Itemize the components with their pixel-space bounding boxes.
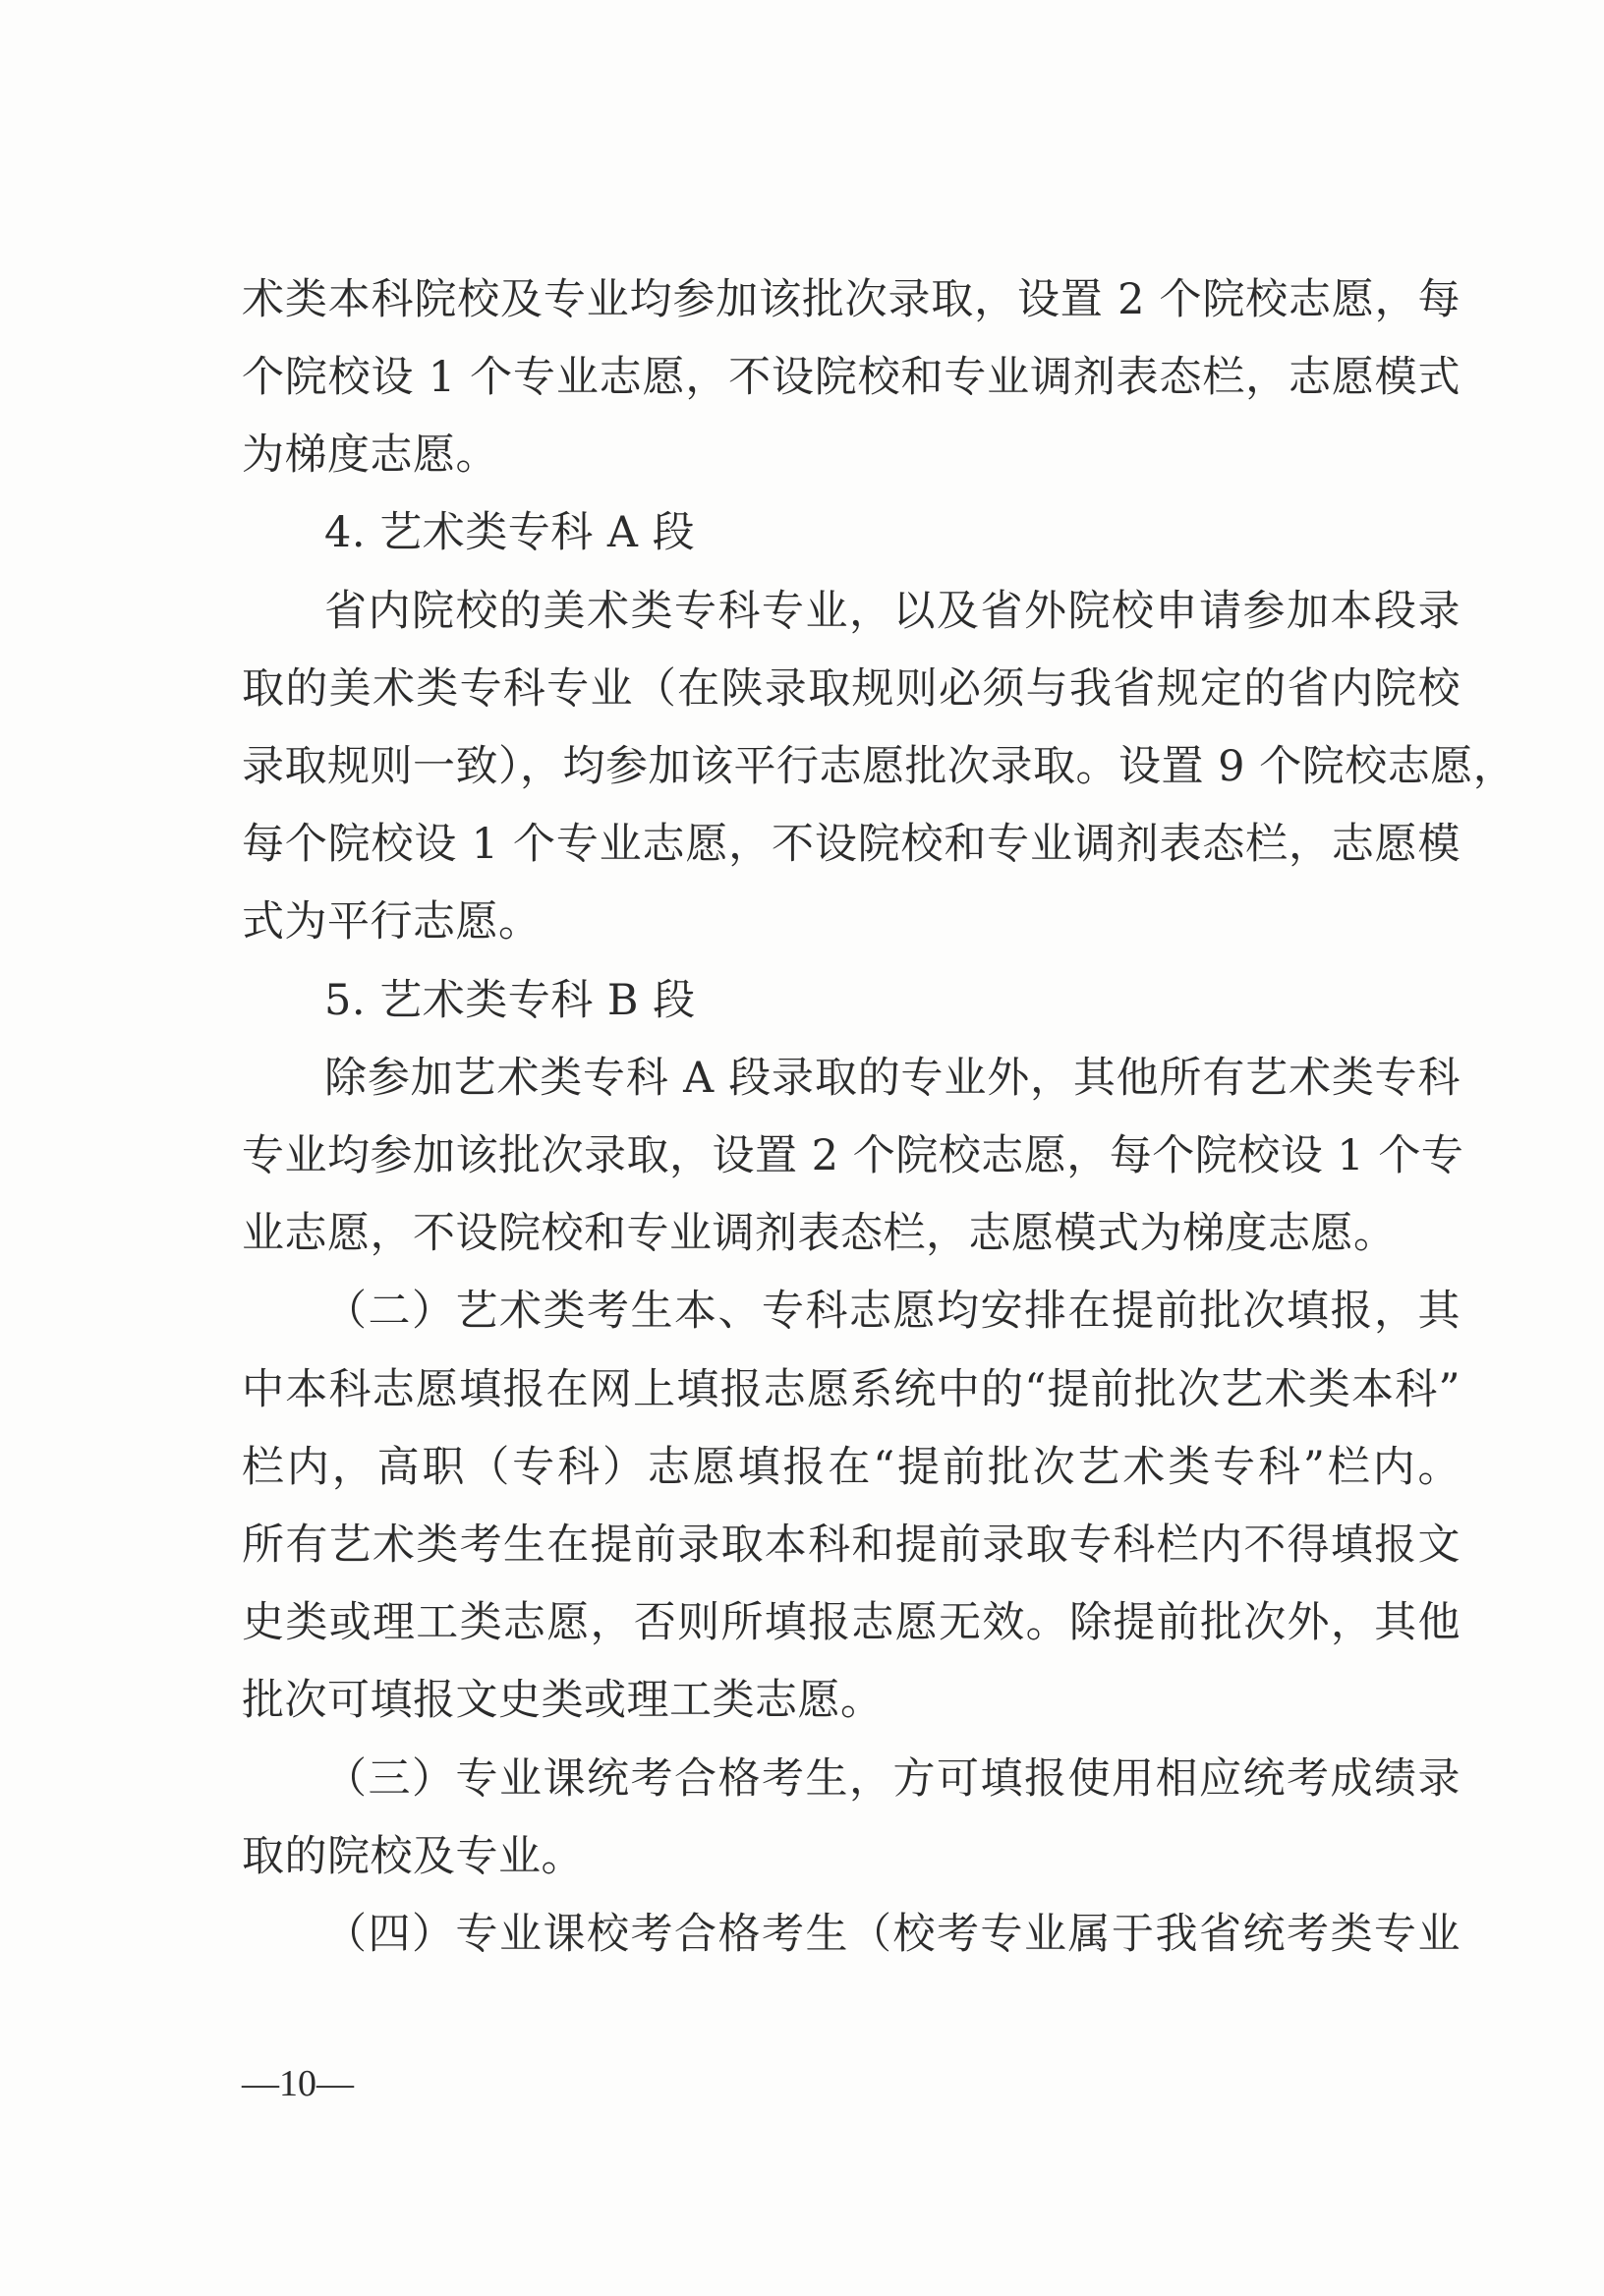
paragraph-line: 栏内，高职（专科）志愿填报在“提前批次艺术类专科”栏内。 xyxy=(242,1443,1461,1492)
paragraph-line: 史类或理工类志愿，否则所填报志愿无效。除提前批次外，其他 xyxy=(242,1598,1461,1647)
paragraph-line: 录取规则一致），均参加该平行志愿批次录取。设置 9 个院校志愿， xyxy=(242,742,1517,791)
paragraph-line: 省内院校的美术类专科专业，以及省外院校申请参加本段录 xyxy=(324,587,1461,636)
page-number: —10— xyxy=(242,2063,354,2104)
section-heading: 4. 艺术类专科 A 段 xyxy=(324,508,696,557)
paragraph-line: 个院校设 1 个专业志愿，不设院校和专业调剂表态栏，志愿模式 xyxy=(242,353,1461,402)
paragraph-line: 取的院校及专业。 xyxy=(242,1832,584,1881)
paragraph-line: 业志愿，不设院校和专业调剂表态栏，志愿模式为梯度志愿。 xyxy=(242,1209,1397,1258)
paragraph-line: （三）专业课统考合格考生，方可填报使用相应统考成绩录 xyxy=(324,1754,1461,1804)
paragraph-line: 所有艺术类考生在提前录取本科和提前录取专科栏内不得填报文 xyxy=(242,1521,1461,1570)
paragraph-line: （二）艺术类考生本、专科志愿均安排在提前批次填报，其 xyxy=(324,1287,1461,1336)
paragraph-line: 取的美术类专科专业（在陕录取规则必须与我省规定的省内院校 xyxy=(242,664,1461,714)
paragraph-line: 每个院校设 1 个专业志愿，不设院校和专业调剂表态栏，志愿模 xyxy=(242,820,1461,869)
paragraph-line: 术类本科院校及专业均参加该批次录取，设置 2 个院校志愿，每 xyxy=(242,275,1461,324)
paragraph-line: 除参加艺术类专科 A 段录取的专业外，其他所有艺术类专科 xyxy=(324,1054,1461,1103)
paragraph-line: 为梯度志愿。 xyxy=(242,430,498,480)
paragraph-line: 中本科志愿填报在网上填报志愿系统中的“提前批次艺术类本科” xyxy=(242,1365,1461,1414)
paragraph-line: （四）专业课校考合格考生（校考专业属于我省统考类专业 xyxy=(324,1910,1461,1959)
paragraph-line: 专业均参加该批次录取，设置 2 个院校志愿，每个院校设 1 个专 xyxy=(242,1131,1464,1180)
paragraph-line: 式为平行志愿。 xyxy=(242,897,542,947)
paragraph-line: 批次可填报文史类或理工类志愿。 xyxy=(242,1676,884,1725)
section-heading: 5. 艺术类专科 B 段 xyxy=(324,976,696,1025)
